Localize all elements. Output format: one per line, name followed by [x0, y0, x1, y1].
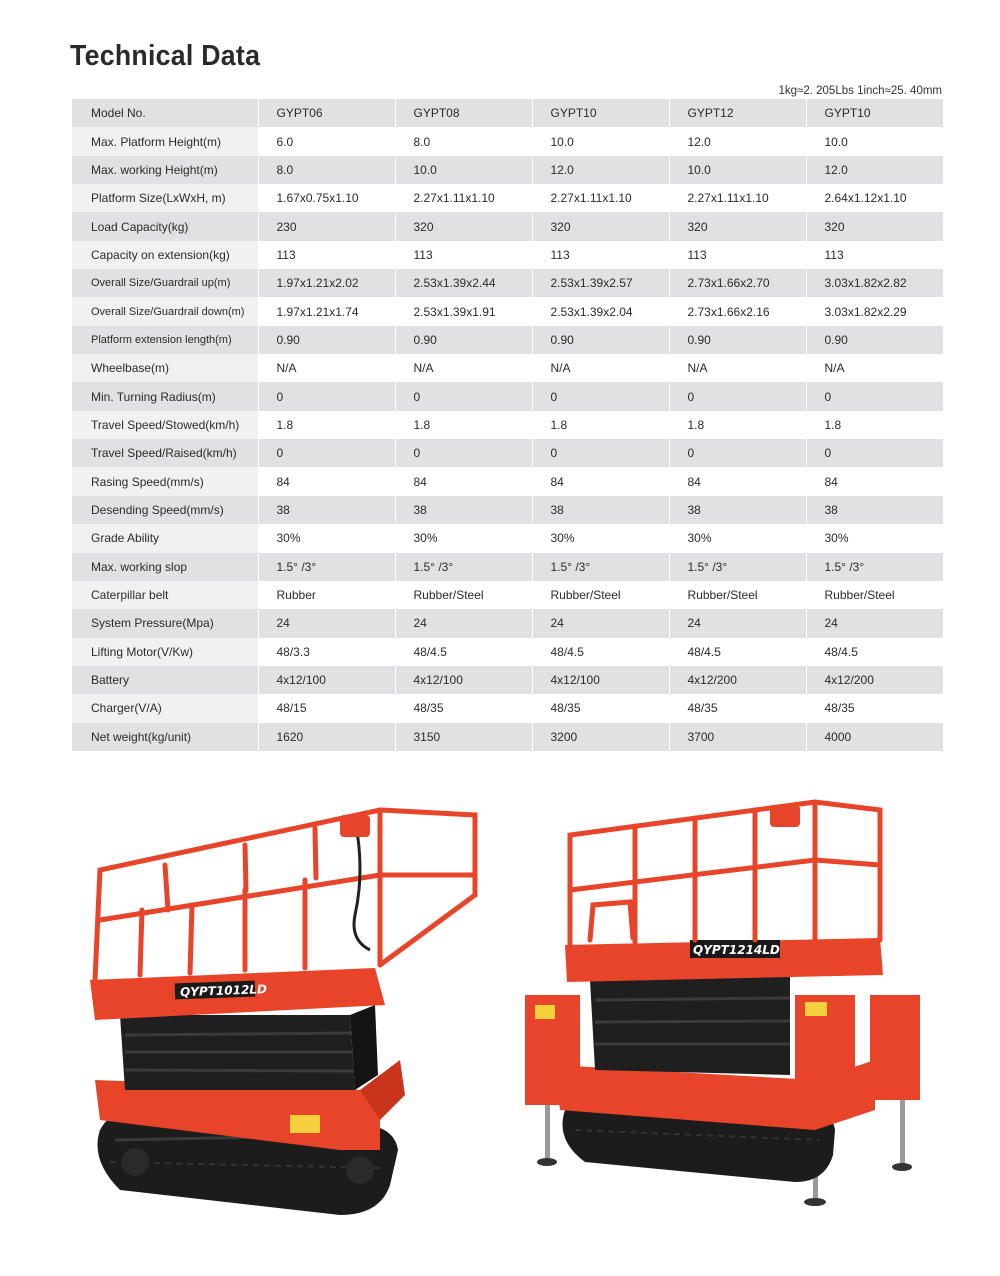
table-cell: 4x12/100 [395, 666, 532, 694]
table-row [72, 723, 943, 751]
table-row [72, 184, 943, 212]
table-cell: 24 [806, 609, 943, 637]
table-cell: 10.0 [806, 127, 943, 155]
table-cell: 1620 [258, 723, 395, 751]
table-cell: 1.97x1.21x1.74 [258, 297, 395, 325]
table-cell: 48/35 [669, 694, 806, 722]
table-cell: 0.90 [258, 326, 395, 354]
table-cell: 113 [669, 241, 806, 269]
table-cell: 320 [669, 212, 806, 240]
table-cell: 1.5° /3° [669, 553, 806, 581]
table-cell: 10.0 [395, 156, 532, 184]
table-cell: 1.8 [258, 411, 395, 439]
table-cell: 30% [532, 524, 669, 552]
table-cell: 0.90 [669, 326, 806, 354]
header-model-cell: GYPT12 [669, 99, 806, 127]
table-cell: 84 [258, 467, 395, 495]
table-cell: 48/35 [532, 694, 669, 722]
table-cell: 2.53x1.39x2.57 [532, 269, 669, 297]
table-cell: 0.90 [395, 326, 532, 354]
table-cell: 0 [395, 382, 532, 410]
row-label: Rasing Speed(mm/s) [72, 467, 258, 495]
table-cell: 24 [395, 609, 532, 637]
right-model-tag: QYPT1214LD [693, 943, 780, 957]
table-cell: 10.0 [669, 156, 806, 184]
table-row [72, 666, 943, 694]
table-cell: 4x12/200 [669, 666, 806, 694]
table-row [72, 354, 943, 382]
table-cell: 2.64x1.12x1.10 [806, 184, 943, 212]
table-cell: 48/35 [806, 694, 943, 722]
row-label: Travel Speed/Raised(km/h) [72, 439, 258, 467]
table-cell: 24 [258, 609, 395, 637]
row-label: Travel Speed/Stowed(km/h) [72, 411, 258, 439]
table-cell: 8.0 [258, 156, 395, 184]
row-label: Grade Ability [72, 524, 258, 552]
table-cell: 48/15 [258, 694, 395, 722]
row-label: Platform extension length(m) [72, 326, 258, 354]
table-cell: Rubber/Steel [395, 581, 532, 609]
table-cell: 4000 [806, 723, 943, 751]
table-cell: 10.0 [532, 127, 669, 155]
table-cell: 113 [395, 241, 532, 269]
table-row [72, 382, 943, 410]
table-cell: N/A [532, 354, 669, 382]
table-row [72, 638, 943, 666]
table-cell: 2.27x1.11x1.10 [669, 184, 806, 212]
table-cell: 0.90 [806, 326, 943, 354]
table-cell: 1.8 [532, 411, 669, 439]
header-model-cell: GYPT06 [258, 99, 395, 127]
table-row [72, 581, 943, 609]
table-cell: 2.27x1.11x1.10 [395, 184, 532, 212]
table-cell: 320 [532, 212, 669, 240]
table-cell: 1.5° /3° [258, 553, 395, 581]
table-cell: 30% [806, 524, 943, 552]
left-model-tag: QYPT1012LD [179, 982, 268, 1000]
table-cell: 4x12/100 [258, 666, 395, 694]
row-label: Desending Speed(mm/s) [72, 496, 258, 524]
row-label: Overall Size/Guardrail up(m) [72, 269, 258, 297]
table-cell: Rubber [258, 581, 395, 609]
table-cell: 0 [806, 439, 943, 467]
table-cell: 84 [395, 467, 532, 495]
table-cell: 3.03x1.82x2.82 [806, 269, 943, 297]
table-cell: 48/4.5 [395, 638, 532, 666]
table-cell: 3.03x1.82x2.29 [806, 297, 943, 325]
table-cell: N/A [395, 354, 532, 382]
table-cell: 3150 [395, 723, 532, 751]
table-cell: 1.8 [806, 411, 943, 439]
table-cell: 0 [669, 439, 806, 467]
table-cell: 30% [258, 524, 395, 552]
row-label: Max. working slop [72, 553, 258, 581]
row-label: System Pressure(Mpa) [72, 609, 258, 637]
table-cell: 38 [532, 496, 669, 524]
row-label: Overall Size/Guardrail down(m) [72, 297, 258, 325]
table-cell: 38 [395, 496, 532, 524]
table-cell: 1.5° /3° [395, 553, 532, 581]
table-cell: 84 [532, 467, 669, 495]
table-cell: 2.27x1.11x1.10 [532, 184, 669, 212]
table-cell: 3700 [669, 723, 806, 751]
machine-photo-left [80, 790, 500, 1220]
table-cell: 2.73x1.66x2.16 [669, 297, 806, 325]
table-row [72, 609, 943, 637]
machine-photo-right [515, 790, 935, 1230]
table-cell: 24 [532, 609, 669, 637]
table-cell: 0 [806, 382, 943, 410]
table-cell: 4x12/200 [806, 666, 943, 694]
table-cell: 12.0 [669, 127, 806, 155]
table-cell: 113 [258, 241, 395, 269]
table-cell: 113 [806, 241, 943, 269]
table-cell: 1.97x1.21x2.02 [258, 269, 395, 297]
table-cell: 3200 [532, 723, 669, 751]
unit-conversion-note: 1kg≈2. 205Lbs 1inch≈25. 40mm [778, 85, 942, 97]
table-cell: 0 [532, 382, 669, 410]
table-cell: 38 [258, 496, 395, 524]
table-cell: 38 [806, 496, 943, 524]
table-cell: 8.0 [395, 127, 532, 155]
table-row [72, 156, 943, 184]
table-cell: 48/4.5 [669, 638, 806, 666]
table-cell: N/A [806, 354, 943, 382]
table-header-row [72, 99, 943, 127]
row-label: Net weight(kg/unit) [72, 723, 258, 751]
table-cell: 84 [669, 467, 806, 495]
table-cell: 1.8 [669, 411, 806, 439]
table-cell: 0 [258, 382, 395, 410]
table-row [72, 553, 943, 581]
table-row [72, 411, 943, 439]
table-cell: N/A [258, 354, 395, 382]
table-cell: 48/35 [395, 694, 532, 722]
table-cell: 48/4.5 [532, 638, 669, 666]
table-cell: 38 [669, 496, 806, 524]
table-cell: 2.73x1.66x2.70 [669, 269, 806, 297]
table-cell: 24 [669, 609, 806, 637]
table-cell: 6.0 [258, 127, 395, 155]
table-row [72, 326, 943, 354]
table-cell: N/A [669, 354, 806, 382]
table-cell: Rubber/Steel [669, 581, 806, 609]
table-row [72, 241, 943, 269]
row-label: Charger(V/A) [72, 694, 258, 722]
technical-data-table [72, 99, 944, 751]
table-row [72, 269, 943, 297]
header-model-cell: GYPT08 [395, 99, 532, 127]
scissor-stack-icon [590, 975, 790, 1075]
table-row [72, 694, 943, 722]
table-cell: 2.53x1.39x2.44 [395, 269, 532, 297]
table-cell: 30% [395, 524, 532, 552]
table-cell: 1.8 [395, 411, 532, 439]
table-cell: 12.0 [532, 156, 669, 184]
table-cell: 0 [669, 382, 806, 410]
header-model-label: Model No. [72, 99, 258, 127]
row-label: Lifting Motor(V/Kw) [72, 638, 258, 666]
table-cell: 12.0 [806, 156, 943, 184]
table-row [72, 496, 943, 524]
table-cell: 320 [806, 212, 943, 240]
row-label: Battery [72, 666, 258, 694]
table-cell: Rubber/Steel [532, 581, 669, 609]
table-cell: 1.5° /3° [532, 553, 669, 581]
table-cell: 30% [669, 524, 806, 552]
table-cell: 0 [532, 439, 669, 467]
table-row [72, 439, 943, 467]
row-label: Platform Size(LxWxH, m) [72, 184, 258, 212]
table-cell: 113 [532, 241, 669, 269]
table-cell: 1.67x0.75x1.10 [258, 184, 395, 212]
table-row [72, 524, 943, 552]
guardrail-icon [570, 802, 880, 945]
table-row [72, 467, 943, 495]
table-cell: Rubber/Steel [806, 581, 943, 609]
table-cell: 2.53x1.39x2.04 [532, 297, 669, 325]
table-cell: 4x12/100 [532, 666, 669, 694]
table-cell: 320 [395, 212, 532, 240]
table-cell: 2.53x1.39x1.91 [395, 297, 532, 325]
row-label: Caterpillar belt [72, 581, 258, 609]
table-cell: 48/4.5 [806, 638, 943, 666]
row-label: Wheelbase(m) [72, 354, 258, 382]
header-model-cell: GYPT10 [532, 99, 669, 127]
table-cell: 1.5° /3° [806, 553, 943, 581]
table-cell: 0 [258, 439, 395, 467]
row-label: Capacity on extension(kg) [72, 241, 258, 269]
table-cell: 230 [258, 212, 395, 240]
table-cell: 0 [395, 439, 532, 467]
scissor-stack-icon [120, 1005, 378, 1090]
row-label: Min. Turning Radius(m) [72, 382, 258, 410]
table-cell: 0.90 [532, 326, 669, 354]
table-row [72, 212, 943, 240]
table-row [72, 127, 943, 155]
guardrail-icon [95, 810, 475, 980]
table-cell: 48/3.3 [258, 638, 395, 666]
page-title: Technical Data [70, 40, 261, 72]
table-cell: 84 [806, 467, 943, 495]
table-row [72, 297, 943, 325]
row-label: Max. Platform Height(m) [72, 127, 258, 155]
row-label: Max. working Height(m) [72, 156, 258, 184]
header-model-cell: GYPT10 [806, 99, 943, 127]
row-label: Load Capacity(kg) [72, 212, 258, 240]
